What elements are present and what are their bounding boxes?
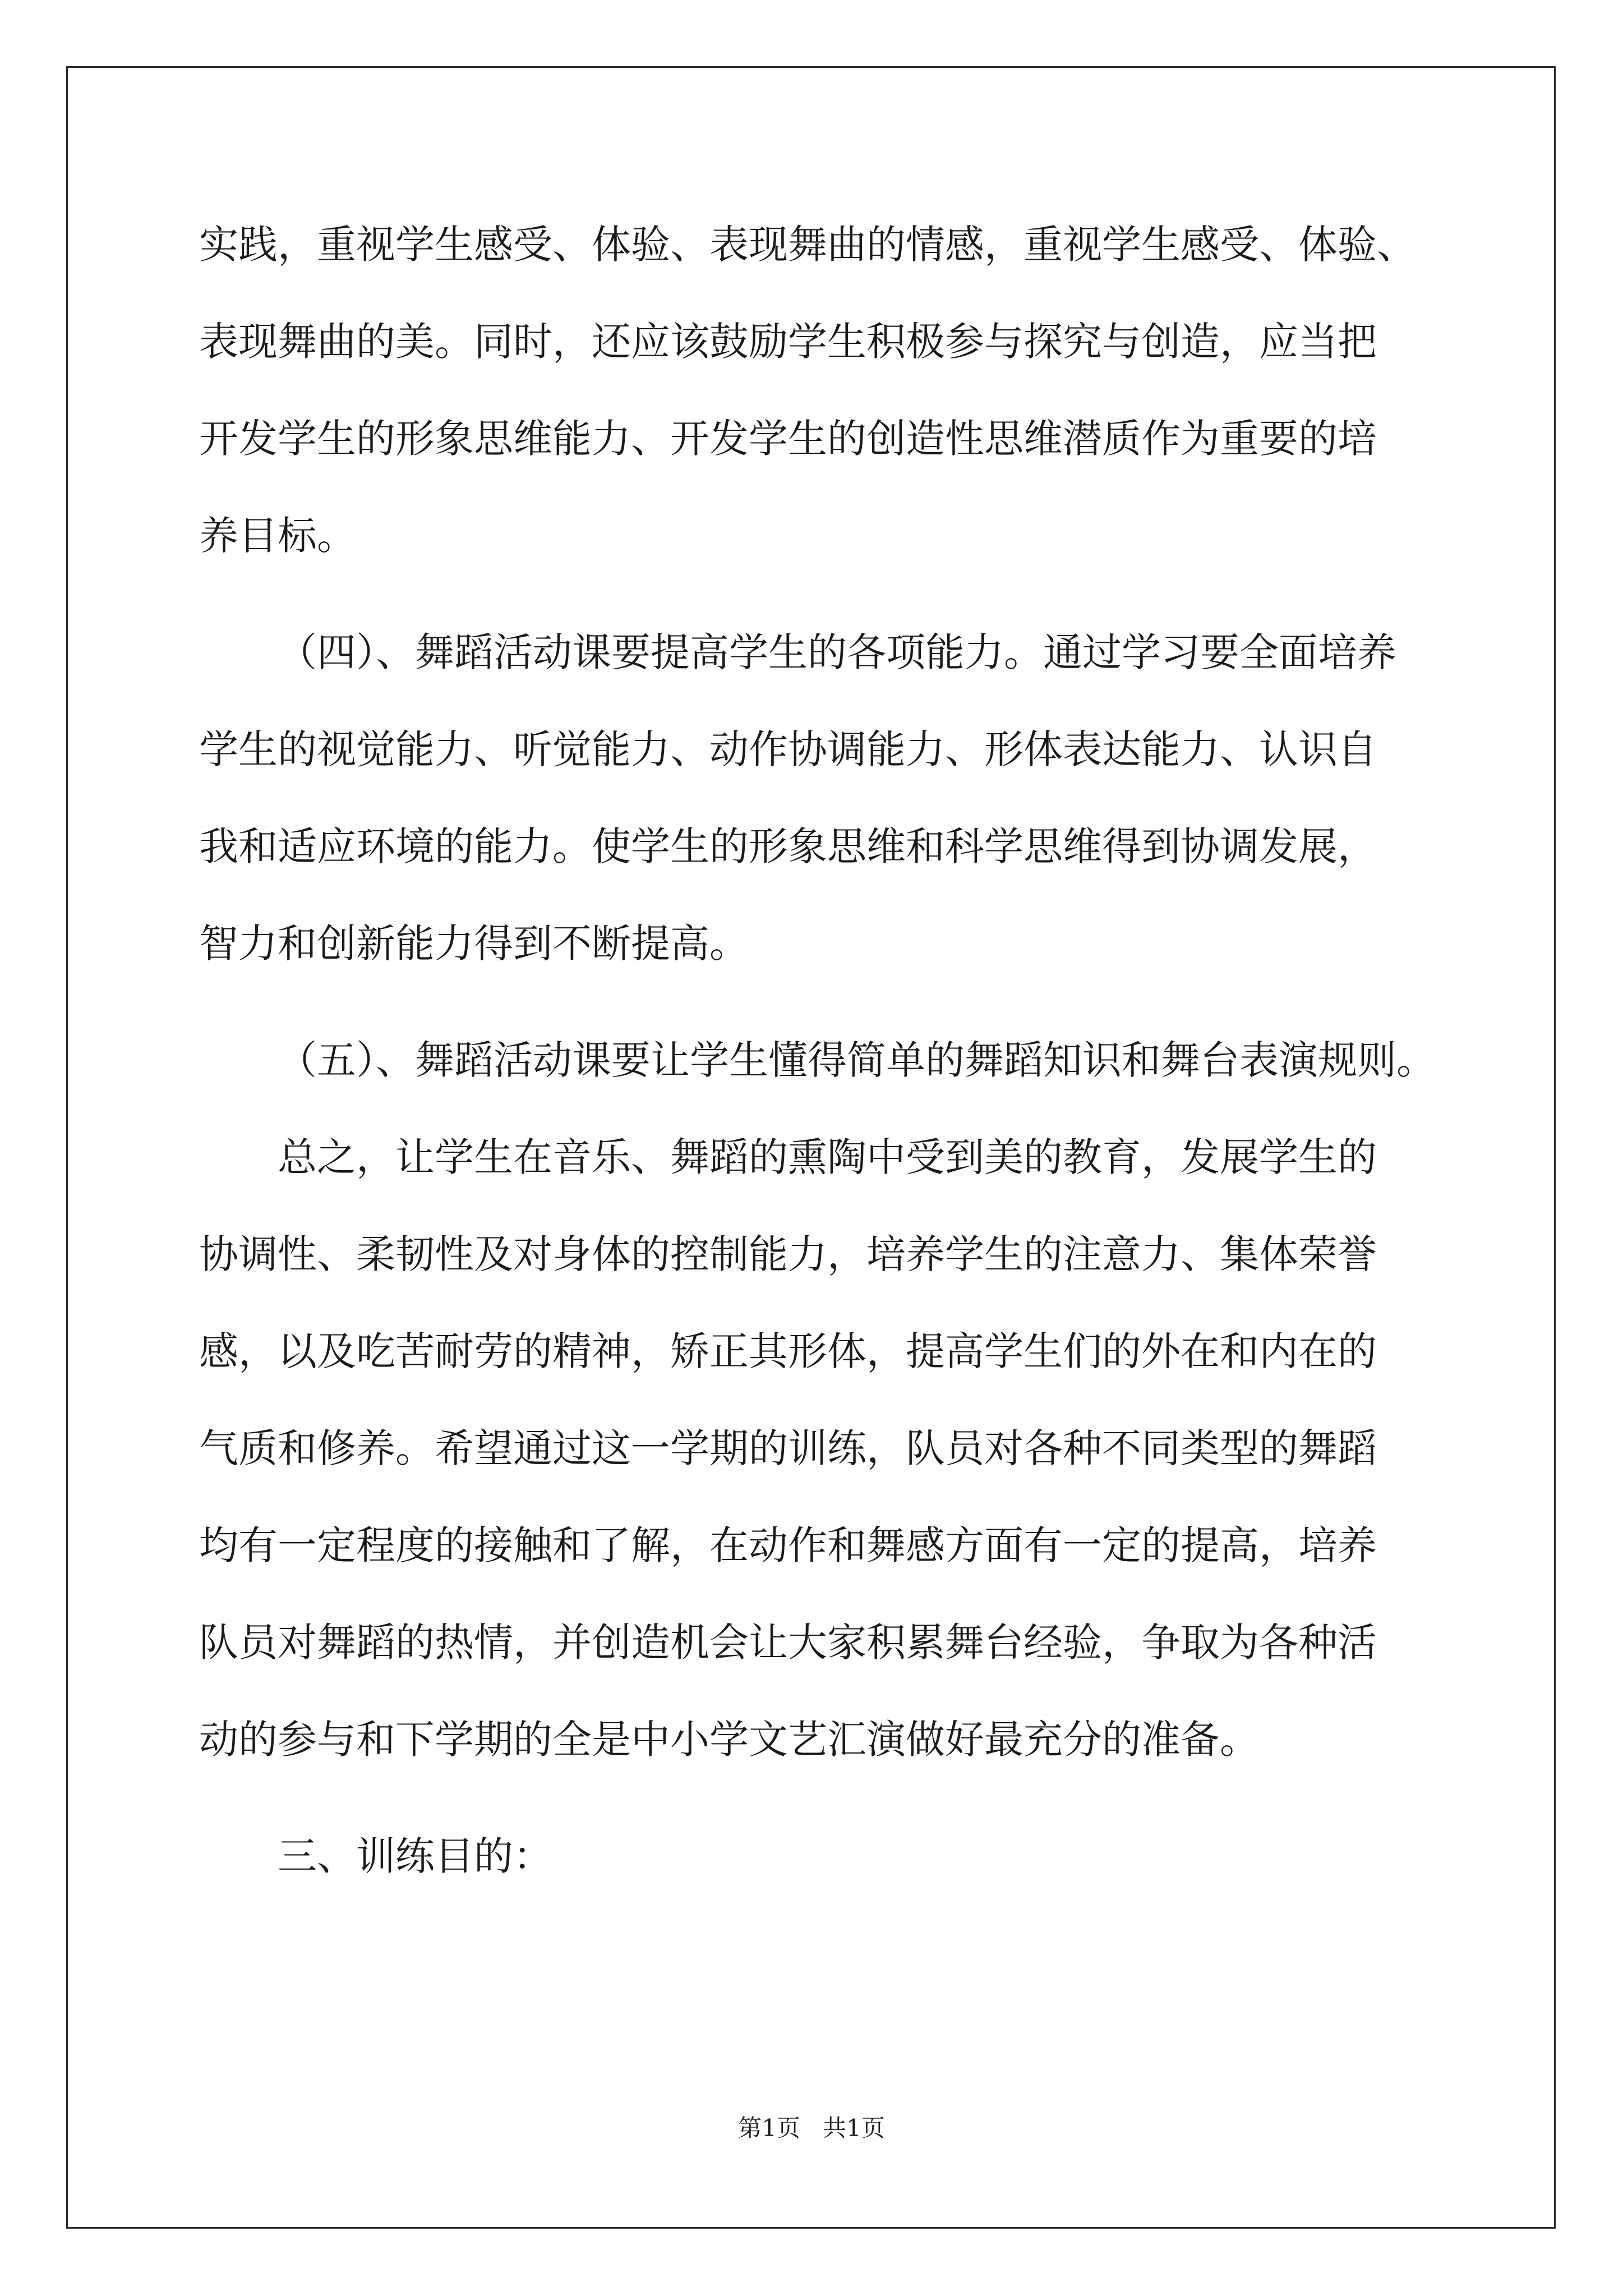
text-line: 均有一定程度的接触和了解，在动作和舞感方面有一定的提高，培养 [199,1522,1377,1568]
text-line: 协调性、柔韧性及对身体的控制能力，培养学生的注意力、集体荣誉 [199,1231,1377,1277]
text-line: 学生的视觉能力、听觉能力、动作协调能力、形体表达能力、认识自 [199,726,1377,772]
text-line: 智力和创新能力得到不断提高。 [199,921,749,967]
text-line: 开发学生的形象思维能力、开发学生的创造性思维潜质作为重要的培 [199,416,1377,462]
text-line: 我和适应环境的能力。使学生的形象思维和科学思维得到协调发展， [199,823,1377,869]
text-line: 气质和修养。希望通过这一学期的训练，队员对各种不同类型的舞蹈 [199,1425,1377,1471]
page-number: 第1页 共1页 [738,2114,885,2142]
paragraph-start-line: （四）、舞蹈活动课要提高学生的各项能力。通过学习要全面培养 [278,629,1396,675]
section-heading: 三、训练目的： [278,1833,552,1879]
text-line: 实践，重视学生感受、体验、表现舞曲的情感，重视学生感受、体验、 [199,222,1416,268]
document-body [199,196,1436,1905]
paragraph-start-line: （五）、舞蹈活动课要让学生懂得简单的舞蹈知识和舞台表演规则。 [278,1037,1436,1083]
text-line: 队员对舞蹈的热情，并创造机会让大家积累舞台经验，争取为各种活 [199,1619,1377,1665]
text-line: 动的参与和下学期的全是中小学文艺汇演做好最充分的准备。 [199,1717,1259,1763]
text-line: 表现舞曲的美。同时，还应该鼓励学生积极参与探究与创造，应当把 [199,319,1377,365]
text-line: 养目标。 [199,513,356,559]
paragraph-start-line: 总之，让学生在音乐、舞蹈的熏陶中受到美的教育，发展学生的 [278,1134,1377,1180]
text-line: 感，以及吃苦耐劳的精神，矫正其形体，提高学生们的外在和内在的 [199,1328,1377,1374]
